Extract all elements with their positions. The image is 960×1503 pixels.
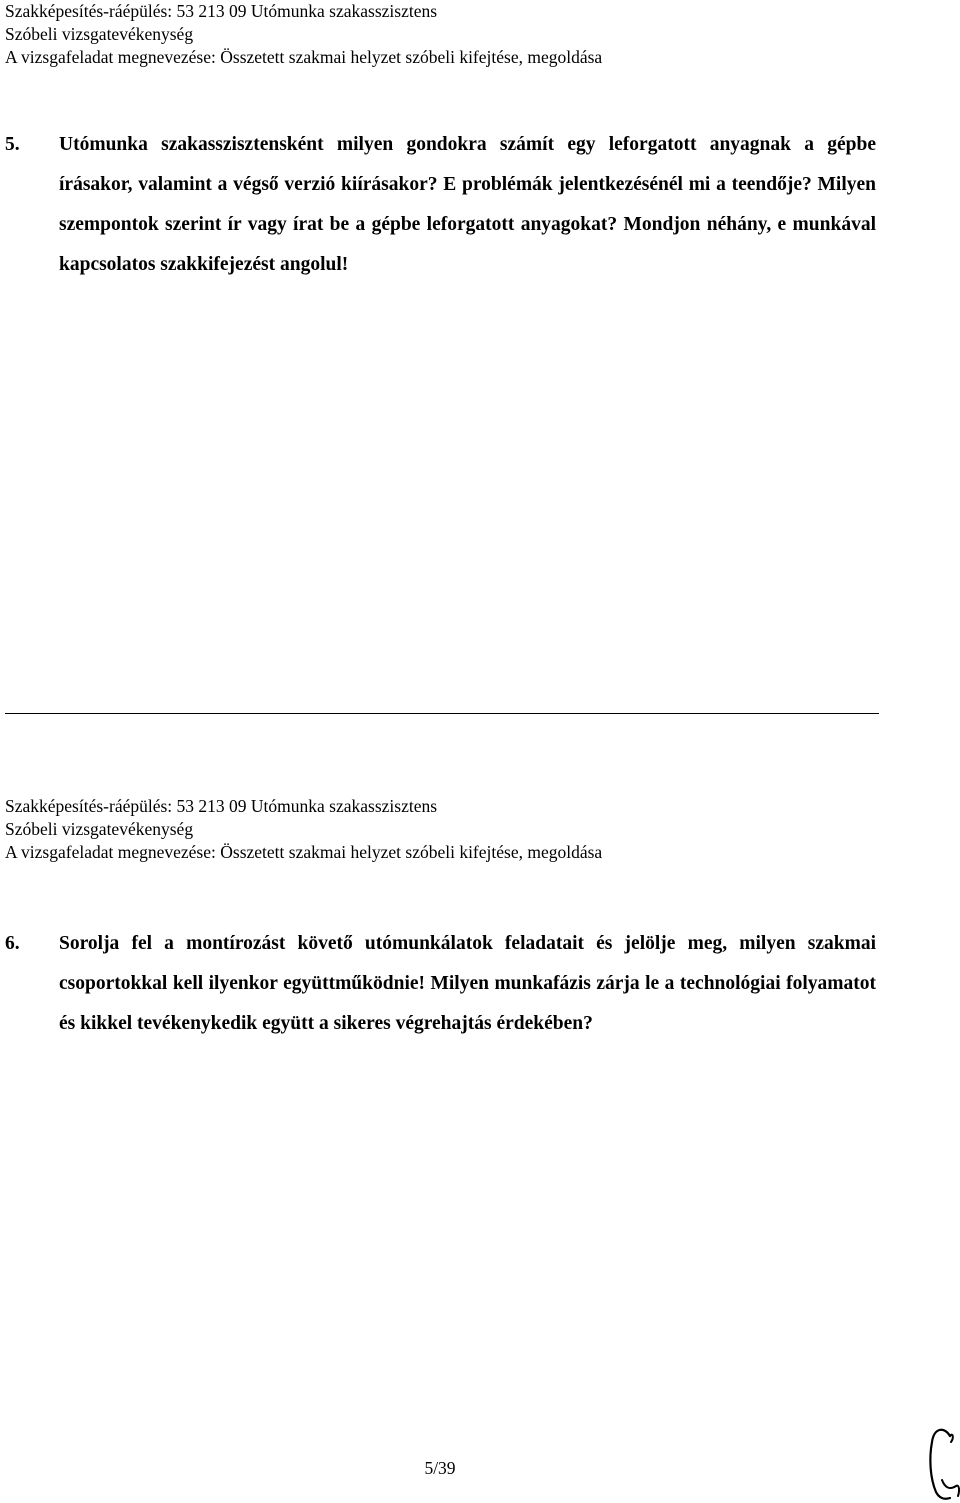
page-separator-line: [5, 713, 879, 714]
question-5: [0, 125, 960, 285]
question-text: Utómunka szakasszisztensként milyen gondokra számít egy leforgatott anyagnak a gépbe írásakor, valamint a végső verzió kiírásakor? E problémák jelentkezésénél mi a teendője? Milyen szempontok szerint ír vagy írat be a gépbe leforgatott anyagokat? Mondjon néhány, e munkával kapcsolatos szakkifejezést angolul!: [59, 134, 876, 275]
header-exam-activity: Szóbeli vizsgatevékenység: [5, 24, 194, 44]
header-qualification: Szakképesítés-ráépülés: 53 213 09 Utómunka szakasszisztens: [5, 1, 438, 21]
question-text: Sorolja fel a montírozást követő utómunkálatok feladatait és jelölje meg, milyen szakmai csoportokkal kell ilyenkor együttműködnie! Milyen munkafázis zárja le a technológiai folyamatot és kikkel tevékenykedik együtt a sikeres végrehajtás érdekében?: [59, 933, 876, 1034]
handwritten-signature: [920, 1418, 960, 1503]
page-header-bottom: [5, 795, 602, 864]
page-header-top: [5, 0, 602, 69]
page-number: 5/39: [424, 1458, 456, 1478]
header-task-name: A vizsgafeladat megnevezése: Összetett szakmai helyzet szóbeli kifejtése, megoldása: [5, 842, 603, 862]
header-task-name: A vizsgafeladat megnevezése: Összetett szakmai helyzet szóbeli kifejtése, megoldása: [5, 47, 603, 67]
question-6: [0, 924, 960, 1084]
question-number: 5.: [5, 134, 20, 155]
header-qualification: Szakképesítés-ráépülés: 53 213 09 Utómunka szakasszisztens: [5, 796, 438, 816]
header-exam-activity: Szóbeli vizsgatevékenység: [5, 819, 194, 839]
question-number: 6.: [5, 933, 20, 954]
